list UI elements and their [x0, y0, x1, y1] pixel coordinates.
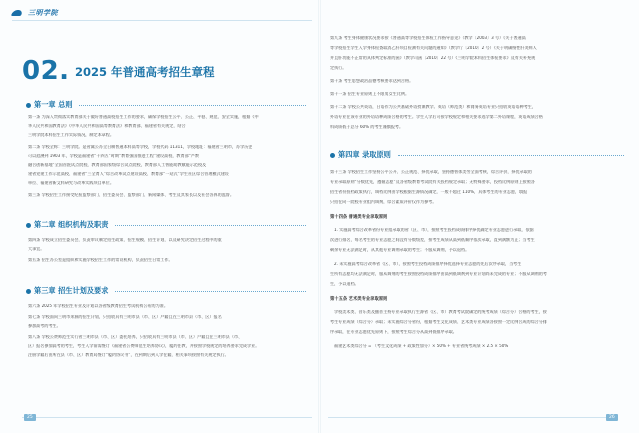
- article-13-line-4: 只招在同一院校专业组内调剂，综合素质评价仅作为参考。: [330, 200, 437, 204]
- section-heading-general: 第一章 总则: [26, 100, 306, 110]
- article-8-line-2: 区）报名参加高考的考生，考生入学前需签订《福建省公费师范生培养协议》，履约任教，并按照学校规定的培养要求完成学业。: [28, 344, 260, 348]
- page-number-left: 25: [24, 414, 36, 421]
- article-6-line-1: 第六条 2025 年学校招生专业及计划以各省级教育招生考试机构公布的为准。: [28, 304, 168, 308]
- article-15-line-1: 学校美术类、音乐类及播音主持专业录取执行生源省（区、市）教育考试院确定的统考成绩（综合分）合格的考生，按: [334, 310, 547, 314]
- article-1-line-3: 三明学院本科招生工作实际情况，制定本章程。: [28, 133, 114, 137]
- page-gutter: [318, 0, 321, 433]
- article-14-item-2-line-2: 生所有志愿均无法满足时，服从调剂的考生按照投档成绩排序由高到低调剂到专业计划尚未完成的专业；不服从调剂的考: [330, 272, 547, 276]
- article-2-line-4: 建省党建工作示范高校、福建省“三全育人”综合改革试点建设高校、教育部“一站式”学生社区综合管理模式建设: [28, 172, 229, 176]
- article-3-line-1: 第三条 学校招生工作接受纪检监察部门、招生委员会、监察部门、新闻媒体、考生及其家长以及社会各界的监督。: [28, 193, 234, 197]
- article-14-item-1-line-1: 1. 实施高考综合改革省份专业组录取的省（区、市），按照考生投档成绩排序择优确定专业志愿进行录取，依据: [334, 228, 534, 232]
- article-8-line-3: 注册学籍后由所在县（市、区）教育局签订“履约协议书”，在到期后到入学在籍，相关事项按照有关规定执行。: [28, 353, 229, 357]
- bullet-icon: [26, 103, 31, 108]
- article-9-line-4: 定执行。: [330, 66, 347, 70]
- school-logo: [12, 8, 58, 18]
- article-13-line-2: 专业录取原则“分数优先，遵循志愿”及各省级教育考试院有关投档规定录取；无特殊要求，投档比例原则上按照各: [330, 180, 535, 184]
- bullet-icon: [330, 153, 335, 158]
- article-9-line-2: 等学校招生学生入学身体检查取消乙肝项目检测有关问题的通知》（教学厅〔2010〕2 号）《关于明确慢性肝炎病人: [330, 46, 537, 50]
- article-7-line-2: 参加高考的考生。: [28, 324, 61, 328]
- logo-text: 三明学院: [28, 8, 58, 17]
- bullet-icon: [26, 289, 31, 294]
- chapter-number: 02.: [22, 56, 70, 86]
- art-score-formula: 福建艺术类综合分 = （考生文化成绩 + 政策性加分）× 50% + 专业省统考成绩 × 2.5 × 50%: [334, 344, 509, 348]
- article-5-line-1: 第五条 招生办公室是组织和实施学校招生工作的常设机构，负责招生日常工作。: [28, 258, 173, 262]
- section-heading-organization: 第二章 组织机构及职责: [26, 220, 306, 230]
- article-14-heading: 第十四条 普通类专业录取原则: [330, 215, 388, 220]
- article-12-line-2: 外语专业在该专业的外语语种成绩合格的考生。学生入学后可按学校规定和相关要求选学第二外语课程，英语成绩合格: [330, 115, 543, 119]
- article-4-line-2: 大事宜。: [28, 247, 45, 251]
- article-9-line-1: 第九条 考生身体健康状况要求按《普通高等学校招生体检工作指导意见》（教学〔2003〕3 号）《关于普通高: [330, 36, 526, 40]
- article-13-line-1: 第十三条 学校招生工作坚持公平公开、公正规范、择优录取，坚持德智体美劳全面考核，综合评价，择优录取的: [330, 170, 532, 174]
- bullet-icon: [26, 223, 31, 228]
- article-1-line-1: 第一条 为深入贯彻落实教育部关于做好普通高校招生工作的要求，确保学校招生公平、公正、平稳、规范、安全实施，根据《中: [28, 115, 259, 119]
- footer-rule-right: [328, 417, 618, 418]
- article-15-line-3: 序录取，在专业志愿优先原则下，按照考生综合分从高到低排序录取。: [330, 330, 457, 334]
- chapter-title: 2025 年普通高考招生章程: [75, 65, 215, 79]
- article-1-line-2: 华人民共和国教育法》《中华人民共和国高等教育法》和教育部、福建省有关规定，结合: [28, 124, 186, 128]
- article-15-line-2: 考生专业成绩（综合分）录取；未实施综合分省份，根据考生文化成绩、艺术类专业成绩各按照一定比例合成的综合分排: [330, 320, 547, 324]
- article-14-item-1-line-3: 剩余专业无法满足时，从其他专业调剂录取的考生；不服从调剂，予以退档。: [330, 248, 470, 252]
- article-8-line-1: 第八条 学校公费师范生实行省三明市县（市、区）委托培养，只招收具有三明市县（市、区）户籍且在三明市县（市、: [28, 335, 243, 339]
- article-11-line-1: 第十一条 招生专业原则上不限男女生比例。: [330, 92, 410, 96]
- article-7-line-1: 第七条 学校面向三明市来源的招生计划，只招收具有三明市县（市、区）户籍且在三明市县（市、区）报名: [28, 315, 222, 319]
- article-12-line-1: 第十二条 学校公共英语，日语作为公共基础外语授课教学。英语（师范类）和商务英语专业只招收英语语种考生，: [330, 105, 536, 109]
- page-number-right: 26: [606, 414, 618, 421]
- article-2-line-5: 单位、福建省新文科研究与改革实践项目单位。: [28, 181, 114, 185]
- footer-rule-left: [22, 417, 312, 418]
- article-14-item-1-line-2: 次进行排名，每名考生的专业志愿之间没有分数级差，按考生成绩从高到低顺序依次录取，直到满额为止；当考生: [330, 238, 535, 242]
- article-2-line-2: 可以追溯到 1903 年，学校是福建省“十四五”时期“教育强国推进工程”建设高校，教育部“产教: [28, 154, 199, 158]
- article-14-item-2-line-3: 生，予以退档。: [330, 282, 359, 286]
- article-12-line-3: 科成绩低于总分 60% 的考生谨慎报考。: [330, 125, 404, 129]
- article-4-line-1: 第四条 学校成立招生委员会，负责审议制定招生政策、招生规模、招生计划，以及研究决定招生过程中的重: [28, 238, 222, 242]
- article-15-heading: 第十五条 艺术类专业录取原则: [330, 297, 388, 302]
- article-13-line-3: 招生省份投档政策执行，调档比例由学校根据生源情况确定，一般不超过 110%，具体考生的专业志愿，填报: [330, 190, 528, 194]
- article-2-line-3: 融合创新基地”全国首批试点院校，教育部国家级综合试点院校，教育部人工智能助教赋能示范校及: [28, 163, 207, 167]
- header-rule: [12, 20, 312, 21]
- logo-emblem-icon: [12, 8, 24, 18]
- article-9-line-3: 并且肝功能不正常的具体判定标准的函》（教学司函〔2010〕22 号）《三明学院本科招生体检要求》及有关补充规: [330, 56, 536, 60]
- article-14-item-2-line-1: 2. 未实施高考综合改革省（区、市），按照考生投档成绩排序择优选择专业志愿的先后次序录取，当考生: [334, 262, 522, 266]
- article-2-line-1: 第二条 学校全称：三明学院。是省属公办全日制普通本科高等学校，学校代码 11311，学校地址：福建省三明市，办学历史: [28, 145, 253, 149]
- section-heading-plan: 第三章 招生计划及要求: [26, 286, 306, 296]
- section-heading-admission: 第四章 录取原则: [330, 150, 624, 160]
- article-10-line-1: 第十条 考生思想政治品德考核要求达到合格。: [330, 79, 414, 83]
